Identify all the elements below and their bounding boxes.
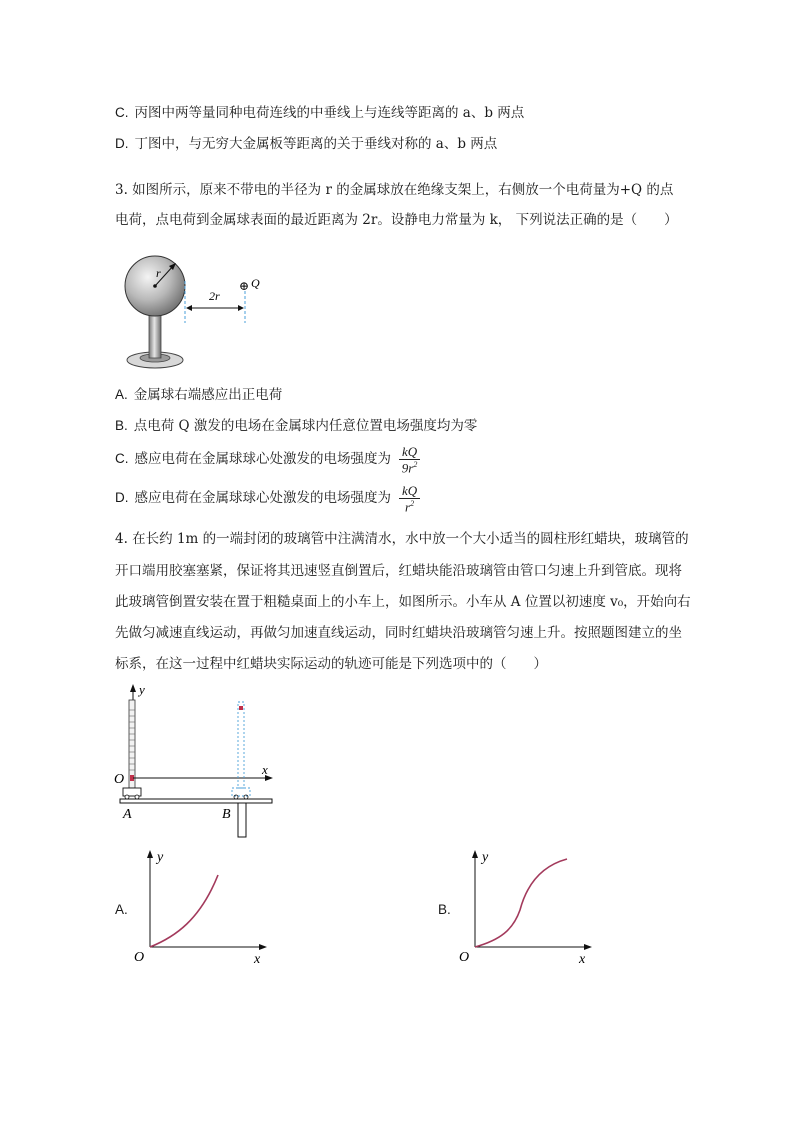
y-axis-arrowhead <box>130 684 136 692</box>
table-leg <box>238 803 246 837</box>
q2-option-c-label: C. <box>115 105 129 120</box>
frac-denominator-base: 9r <box>401 460 414 476</box>
frac-numerator: kQ <box>399 484 420 499</box>
position-b-label: B <box>222 807 231 822</box>
q3-stem-line-1: 3. 如图所示，原来不带电的半径为 r 的金属球放在绝缘支架上，右侧放一个电荷量为+Q 的点 <box>115 182 674 198</box>
q3-sphere-figure <box>118 248 278 373</box>
graph-b-y-label: y <box>482 850 489 865</box>
q4-stem-line-3: 此玻璃管倒置安装在置于粗糙桌面上的小车上，如图所示。小车从 A 位置以初速度 v₀，开始向右 <box>115 594 691 610</box>
q3-option-b-label: B. <box>115 418 128 433</box>
q3-option-c <box>115 445 420 474</box>
q3-option-d-fraction <box>399 484 420 513</box>
q2-option-c <box>115 106 524 121</box>
charge-label: Q <box>251 276 260 290</box>
graph-a-y-arrowhead <box>147 850 153 858</box>
graph-a-option-label: A. <box>115 902 128 917</box>
q4-stem-line-1: 4. 在长约 1m 的一端封闭的玻璃管中注满清水，水中放一个大小适当的圆柱形红蜡块，玻璃管的 <box>115 531 689 547</box>
graph-b-origin-label: O <box>459 950 470 965</box>
x-axis-label: x <box>262 762 268 777</box>
q3-option-c-fraction <box>399 445 420 474</box>
origin-label: O <box>114 772 125 787</box>
graph-b-x-label: x <box>579 952 586 967</box>
q4-stem-line-5: 标系，在这一过程中红蜡块实际运动的轨迹可能是下列选项中的（ ） <box>115 656 547 672</box>
q4-graph-b-label <box>438 903 457 918</box>
red-wax-block-b <box>239 706 243 710</box>
graph-b-x-arrowhead <box>584 944 592 950</box>
graph-b-y-arrowhead <box>472 850 478 858</box>
position-a-label: A <box>123 807 132 822</box>
q4-tube-cart-figure <box>110 680 280 840</box>
radius-label: r <box>156 266 161 280</box>
table-top <box>120 799 272 803</box>
cart-b-dashed <box>232 788 250 796</box>
graph-a-x-arrowhead <box>259 944 267 950</box>
cart-a-wheel-2 <box>135 795 139 799</box>
charge-symbol: ⊕ <box>239 279 250 293</box>
graph-b-curve <box>475 859 567 947</box>
q4-stem-line-4: 先做匀减速直线运动，再做匀加速直线运动，同时红蜡块沿玻璃管匀速上升。按照题图建立的坐 <box>115 625 682 641</box>
cart-a <box>123 788 141 796</box>
q3-stem-line-2: 电荷，点电荷到金属球表面的最近距离为 2r。设静电力常量为 k， 下列说法正确的是（ ） <box>115 212 678 228</box>
q4-stem-line-2: 开口端用胶塞塞紧，保证将其迅速竖直倒置后，红蜡块能沿玻璃管由管口匀速上升到管底。现将 <box>115 563 682 579</box>
graph-a-curve <box>150 875 218 947</box>
q3-option-b-text: 点电荷 Q 激发的电场在金属球内任意位置电场强度均为零 <box>133 418 478 434</box>
glass-tube-a <box>129 700 135 788</box>
frac-denominator <box>399 460 420 474</box>
q2-option-c-text: 丙图中两等量同种电荷连线的中垂线上与连线等距离的 a、b 两点 <box>134 105 525 121</box>
q2-option-d-label: D. <box>115 136 129 151</box>
q3-option-d <box>115 484 420 513</box>
cart-a-wheel-1 <box>125 795 129 799</box>
q3-option-d-label: D. <box>115 490 129 506</box>
graph-a-x-label: x <box>254 952 261 967</box>
frac-denominator <box>399 499 420 513</box>
glass-tube-b-dashed <box>238 702 244 788</box>
q3-option-a-label: A. <box>115 387 128 402</box>
y-axis-label: y <box>139 682 145 697</box>
graph-b-option-label: B. <box>438 902 451 917</box>
q3-option-a <box>115 388 282 403</box>
frac-denominator-base: r <box>405 499 411 515</box>
distance-label: 2r <box>209 289 220 303</box>
graph-a-origin-label: O <box>134 950 145 965</box>
q3-option-c-text: 感应电荷在金属球球心处激发的电场强度为 <box>134 451 391 468</box>
q4-graph-b <box>455 845 605 970</box>
distance-arrowhead-right <box>238 305 244 311</box>
q2-option-d <box>115 137 497 152</box>
frac-numerator: kQ <box>399 445 420 460</box>
q3-option-b <box>115 419 477 434</box>
frac-denominator-exp: 2 <box>410 499 415 508</box>
q3-option-a-text: 金属球右端感应出正电荷 <box>133 387 283 403</box>
distance-arrowhead-left <box>186 305 192 311</box>
stand-pole <box>149 310 161 358</box>
frac-denominator-exp: 2 <box>413 460 418 469</box>
graph-a-y-label: y <box>157 850 164 865</box>
q3-option-c-label: C. <box>115 451 129 467</box>
q3-option-d-text: 感应电荷在金属球球心处激发的电场强度为 <box>134 490 391 507</box>
q4-graph-a <box>130 845 280 970</box>
q2-option-d-text: 丁图中，与无穷大金属板等距离的关于垂线对称的 a、b 两点 <box>134 136 498 152</box>
